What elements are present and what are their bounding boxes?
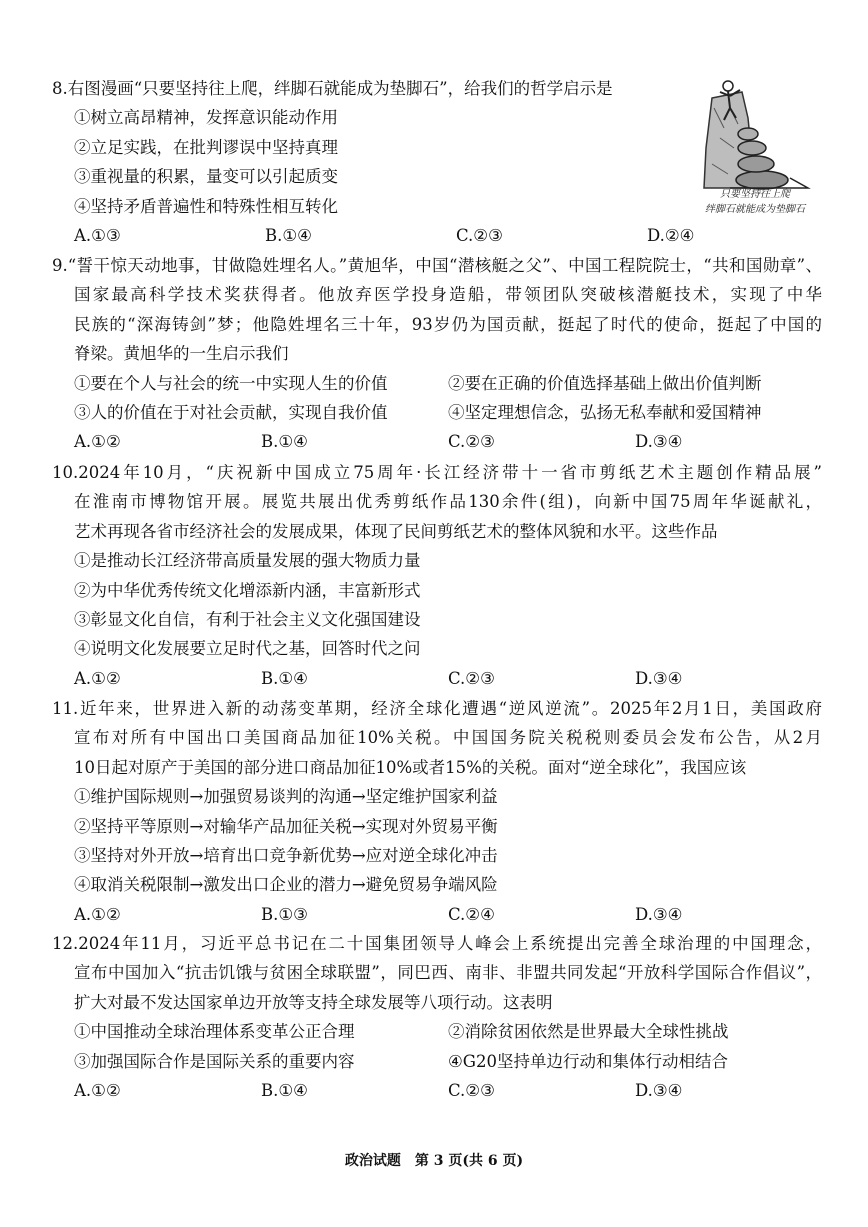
choice-d: D.③④ <box>635 904 683 924</box>
question-stem-line: 扩大对最不发达国家单边开放等支持全球发展等八项行动。这表明 <box>74 992 553 1012</box>
question-stem-line: 民族的“深海铸剑”梦；他隐姓埋名三十年，93岁仍为国贡献，挺起了时代的使命，挺起了中国的 <box>74 314 822 334</box>
choice-d: D.③④ <box>635 1080 683 1100</box>
choice-b: B.①④ <box>265 225 312 245</box>
option-2: ②立足实践，在批判谬误中坚持真理 <box>74 137 338 157</box>
option-1: ①是推动长江经济带高质量发展的强大物质力量 <box>74 551 421 571</box>
option-1: ①维护国际规则→加强贸易谈判的沟通→坚定维护国家利益 <box>74 787 498 807</box>
choice-b: B.①④ <box>261 1080 308 1100</box>
choice-d: D.②④ <box>647 225 695 245</box>
option-4: ④取消关税限制→激发出口企业的潜力→避免贸易争端风险 <box>74 875 498 895</box>
choice-c: C.②④ <box>448 904 495 924</box>
option-3: ③重视量的积累，量变可以引起质变 <box>74 167 338 187</box>
cartoon-caption-line-2: 绊脚石就能成为垫脚石 <box>705 204 805 215</box>
question-stem-line: 9.“誓干惊天动地事，甘做隐姓埋名人。”黄旭华，中国“潜核艇之父”、中国工程院院士，“共和国勋章”、 <box>52 256 822 275</box>
answer-choices <box>52 1076 822 1105</box>
question-10 <box>52 458 822 693</box>
option-4: ④说明文化发展要立足时代之基，回答时代之问 <box>74 639 421 659</box>
choice-a: A.①② <box>74 904 121 924</box>
choice-a: A.①② <box>74 668 121 688</box>
question-stem-line: 艺术再现各省市经济社会的发展成果，体现了民间剪纸艺术的整体风貌和水平。这些作品 <box>74 521 718 541</box>
choice-c: C.②③ <box>456 225 503 245</box>
option-1: ①要在个人与社会的统一中实现人生的价值 <box>74 373 388 393</box>
option-row <box>52 1047 822 1076</box>
question-8 <box>52 74 695 250</box>
question-stem-line: 在淮南市博物馆开展。展览共展出优秀剪纸作品130余件(组)，向新中国75周年华诞献礼， <box>74 492 822 512</box>
option-2: ②要在正确的价值选择基础上做出价值判断 <box>448 373 762 393</box>
question-stem: 8.右图漫画“只要坚持往上爬，绊脚石就能成为垫脚石”，给我们的哲学启示是 <box>52 79 613 98</box>
option-3: ③人的价值在于对社会贡献，实现自我价值 <box>74 402 388 422</box>
option-2: ②为中华优秀传统文化增添新内涵，丰富新形式 <box>74 580 421 600</box>
option-4: ④G20坚持单边行动和集体行动相结合 <box>448 1051 728 1071</box>
choice-d: D.③④ <box>635 668 683 688</box>
choice-b: B.①③ <box>261 904 308 924</box>
option-row <box>52 1017 822 1046</box>
cartoon-caption-line-1: 只要坚持往上爬 <box>720 189 790 200</box>
option-4: ④坚持矛盾普遍性和特殊性相互转化 <box>74 196 338 216</box>
choice-b: B.①④ <box>261 432 308 452</box>
option-row <box>52 398 822 427</box>
choice-c: C.②③ <box>448 432 495 452</box>
question-stem-line: 10.2024年10月，“庆祝新中国成立75周年·长江经济带十一省市剪纸艺术主题创作精品展” <box>52 463 822 482</box>
option-4: ④坚定理想信念，弘扬无私奉献和爱国精神 <box>448 402 762 422</box>
choice-c: C.②③ <box>448 668 495 688</box>
option-2: ②消除贫困依然是世界最大全球性挑战 <box>448 1022 729 1042</box>
option-2: ②坚持平等原则→对输华产品加征关税→实现对外贸易平衡 <box>74 816 498 836</box>
question-9 <box>52 251 822 457</box>
option-3: ③坚持对外开放→培育出口竞争新优势→应对逆全球化冲击 <box>74 845 498 865</box>
question-stem-line: 10日起对原产于美国的部分进口商品加征10%或者15%的关税。面对“逆全球化”，我国应该 <box>74 757 747 777</box>
page-footer: 政治试题 第 3 页(共 6 页) <box>344 1153 524 1169</box>
answer-choices <box>52 221 844 250</box>
choice-c: C.②③ <box>448 1080 495 1100</box>
option-1: ①树立高昂精神，发挥意识能动作用 <box>74 108 338 128</box>
option-1: ①中国推动全球治理体系变革公正合理 <box>74 1022 355 1042</box>
answer-choices <box>52 427 822 456</box>
question-12 <box>52 929 822 1105</box>
question-stem-line: 脊梁。黄旭华的一生启示我们 <box>74 344 289 364</box>
question-stem-line: 宣布中国加入“抗击饥饿与贫困全球联盟”，同巴西、南非、非盟共同发起“开放科学国际合作倡议”， <box>74 963 822 983</box>
question-11 <box>52 694 822 929</box>
question-stem-line: 12.2024年11月，习近平总书记在二十国集团领导人峰会上系统提出完善全球治理的中国理念， <box>52 934 822 953</box>
choice-d: D.③④ <box>635 432 683 452</box>
choice-a: A.①③ <box>74 225 121 245</box>
option-row <box>52 369 822 398</box>
answer-choices <box>52 664 822 693</box>
option-3: ③加强国际合作是国际关系的重要内容 <box>74 1051 355 1071</box>
choice-a: A.①② <box>74 1080 121 1100</box>
question-stem-line: 11.近年来，世界进入新的动荡变革期，经济全球化遭遇“逆风逆流”。2025年2月1日，美国政府 <box>52 699 822 718</box>
climbing-cartoon-icon <box>690 78 814 192</box>
question-stem-line: 宣布对所有中国出口美国商品加征10%关税。中国国务院关税税则委员会发布公告，从2月 <box>74 728 822 748</box>
choice-a: A.①② <box>74 432 121 452</box>
choice-b: B.①④ <box>261 668 308 688</box>
option-3: ③彰显文化自信，有利于社会主义文化强国建设 <box>74 609 421 629</box>
question-stem-line: 国家最高科学技术奖获得者。他放弃医学投身造船，带领团队突破核潜艇技术，实现了中华 <box>74 285 822 305</box>
answer-choices <box>52 900 822 929</box>
